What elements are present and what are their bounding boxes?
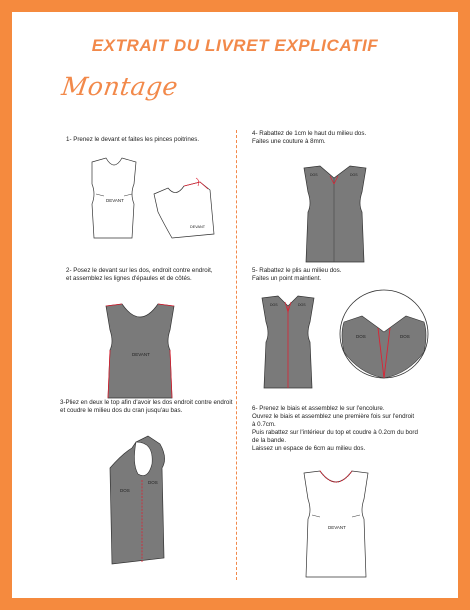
dos-label: DOS	[356, 334, 366, 339]
step-line: Puis rabattez sur l'intérieur du top et coudre à 0.2cm du bord	[252, 429, 418, 436]
dos-label: DOS	[400, 334, 410, 339]
dos-label: DOS	[350, 173, 358, 177]
dos-label: DOS	[120, 488, 130, 493]
step-2-illustration	[100, 302, 180, 398]
step-line: à 0.7cm.	[252, 421, 276, 428]
step-4-illustration	[300, 162, 370, 262]
step-line: 4- Rabattez de 1cm le haut du milieu dos.	[252, 130, 367, 137]
step-line: 2- Posez le devant sur les dos, endroit contre endroit,	[66, 267, 213, 274]
dos-label: DOS	[298, 303, 306, 307]
devant-label: DEVANT	[190, 225, 206, 229]
step-1-illustration	[72, 154, 232, 244]
step-line: et assemblez les lignes d'épaules et de côtés.	[66, 275, 192, 282]
devant-label: DEVANT	[328, 525, 346, 530]
step-4-text	[252, 130, 366, 146]
step-5-text	[252, 267, 341, 283]
step-6-illustration	[298, 467, 374, 579]
step-line: 3-Pliez en deux le top afin d'avoir les dos endroit contre endroit	[60, 399, 233, 406]
devant-label: DEVANT	[132, 352, 150, 357]
step-3-illustration	[108, 434, 198, 564]
step-2-text	[66, 267, 213, 283]
dos-label: DOS	[148, 480, 158, 485]
step-6-text	[252, 405, 418, 453]
step-line: 1- Prenez le devant et faites les pinces poitrines.	[66, 136, 200, 143]
step-line: Faites un point maintient.	[252, 275, 322, 282]
step-line: 5- Rabattez le plis au milieu dos.	[252, 267, 342, 274]
devant-label: DEVANT	[106, 198, 124, 203]
page	[12, 12, 458, 598]
step-line: 6- Prenez le biais et assemblez le sur l'encolure.	[252, 405, 385, 412]
step-5-illustration	[258, 292, 448, 392]
step-line: Ouvrez le biais et assemblez une première fois sur l'endroit	[252, 413, 415, 420]
step-3-text	[60, 399, 232, 415]
dos-label: DOS	[310, 173, 318, 177]
step-line: Faites une couture à 8mm.	[252, 138, 326, 145]
section-title: Montage	[59, 72, 181, 101]
step-line: et coudre le milieu dos du cran jusqu'au bas.	[60, 407, 183, 414]
step-line: de la bande.	[252, 437, 287, 444]
step-1-text	[66, 136, 199, 144]
dos-label: DOS	[270, 303, 278, 307]
page-title: EXTRAIT DU LIVRET EXPLICATIF	[91, 36, 379, 55]
step-line: Laissez un espace de 6cm au milieu dos.	[252, 445, 366, 452]
column-divider	[236, 130, 237, 580]
